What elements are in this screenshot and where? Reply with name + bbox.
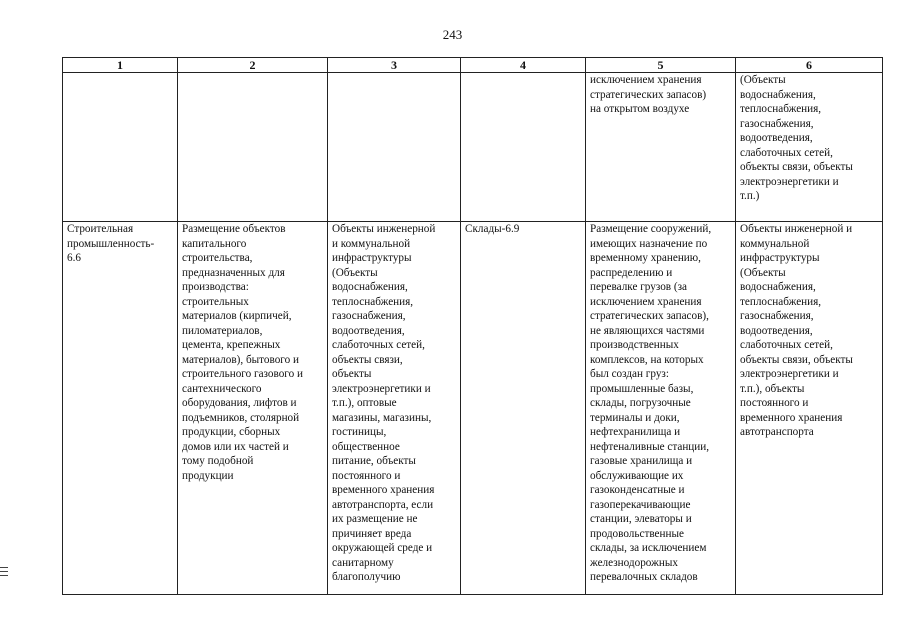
table-cell: Размещение объектов капитального строительства, предназначенных для производства: строительных материалов (кирпичей, пиломатериалов, цемента, крепежных материалов), бытового и строительного газового и сантехнического оборудования, лифтов и подъемников, столярной продукции, сборных домов или их частей и тому подобной продукции: [178, 222, 328, 595]
column-header-4: 4: [461, 58, 586, 73]
column-header-6: 6: [736, 58, 883, 73]
table-row: [63, 73, 883, 222]
column-header-5: 5: [586, 58, 736, 73]
table-cell: Строительная промышленность- 6.6: [63, 222, 178, 595]
table-cell: [178, 73, 328, 222]
table-cell: (Объекты водоснабжения, теплоснабжения, газоснабжения, водоотведения, слаботочных сетей, объекты связи, объекты электроэнергетики и т.п.): [736, 73, 883, 222]
table-cell: исключением хранения стратегических запасов) на открытом воздухе: [586, 73, 736, 222]
table-cell: Склады-6.9: [461, 222, 586, 595]
page-number: 243: [442, 27, 463, 42]
table-cell: Объекты инженерной и коммунальной инфраструктуры (Объекты водоснабжения, теплоснабжения, газоснабжения, водоотведения, слаботочных сетей, объекты связи, объекты электроэнергетики и т.п.), объекты постоянного и временного хранения автотранспорта: [736, 222, 883, 595]
column-header-2: 2: [178, 58, 328, 73]
table-cell: [328, 73, 461, 222]
land-use-table: [62, 57, 883, 595]
table-row: [63, 222, 883, 595]
table-cell: Объекты инженерной и коммунальной инфраструктуры (Объекты водоснабжения, теплоснабжения, газоснабжения, водоотведения, слаботочных сетей, объекты связи, объекты электроэнергетики и т.п.), оптовые магазины, магазины, гостиницы, общественное питание, объекты постоянного и временного хранения автотранспорта, если их размещение не причиняет вреда окружающей среде и санитарному благополучию: [328, 222, 461, 595]
table-cell: Размещение сооружений, имеющих назначение по временному хранению, распределению и перевалке грузов (за исключением хранения стратегических запасов), не являющихся частями производственных комплексов, на которых был создан груз: промышленные базы, склады, погрузочные терминалы и доки, нефтехранилища и нефтеналивные станции, газовые хранилища и обслуживающие их газоконденсатные и газоперекачивающие станции, элеваторы и продовольственные склады, за исключением железнодорожных перевалочных складов: [586, 222, 736, 595]
table-header-row: [63, 58, 883, 73]
column-header-3: 3: [328, 58, 461, 73]
margin-mark: [0, 567, 8, 576]
column-header-1: 1: [63, 58, 178, 73]
table-cell: [63, 73, 178, 222]
table-cell: [461, 73, 586, 222]
